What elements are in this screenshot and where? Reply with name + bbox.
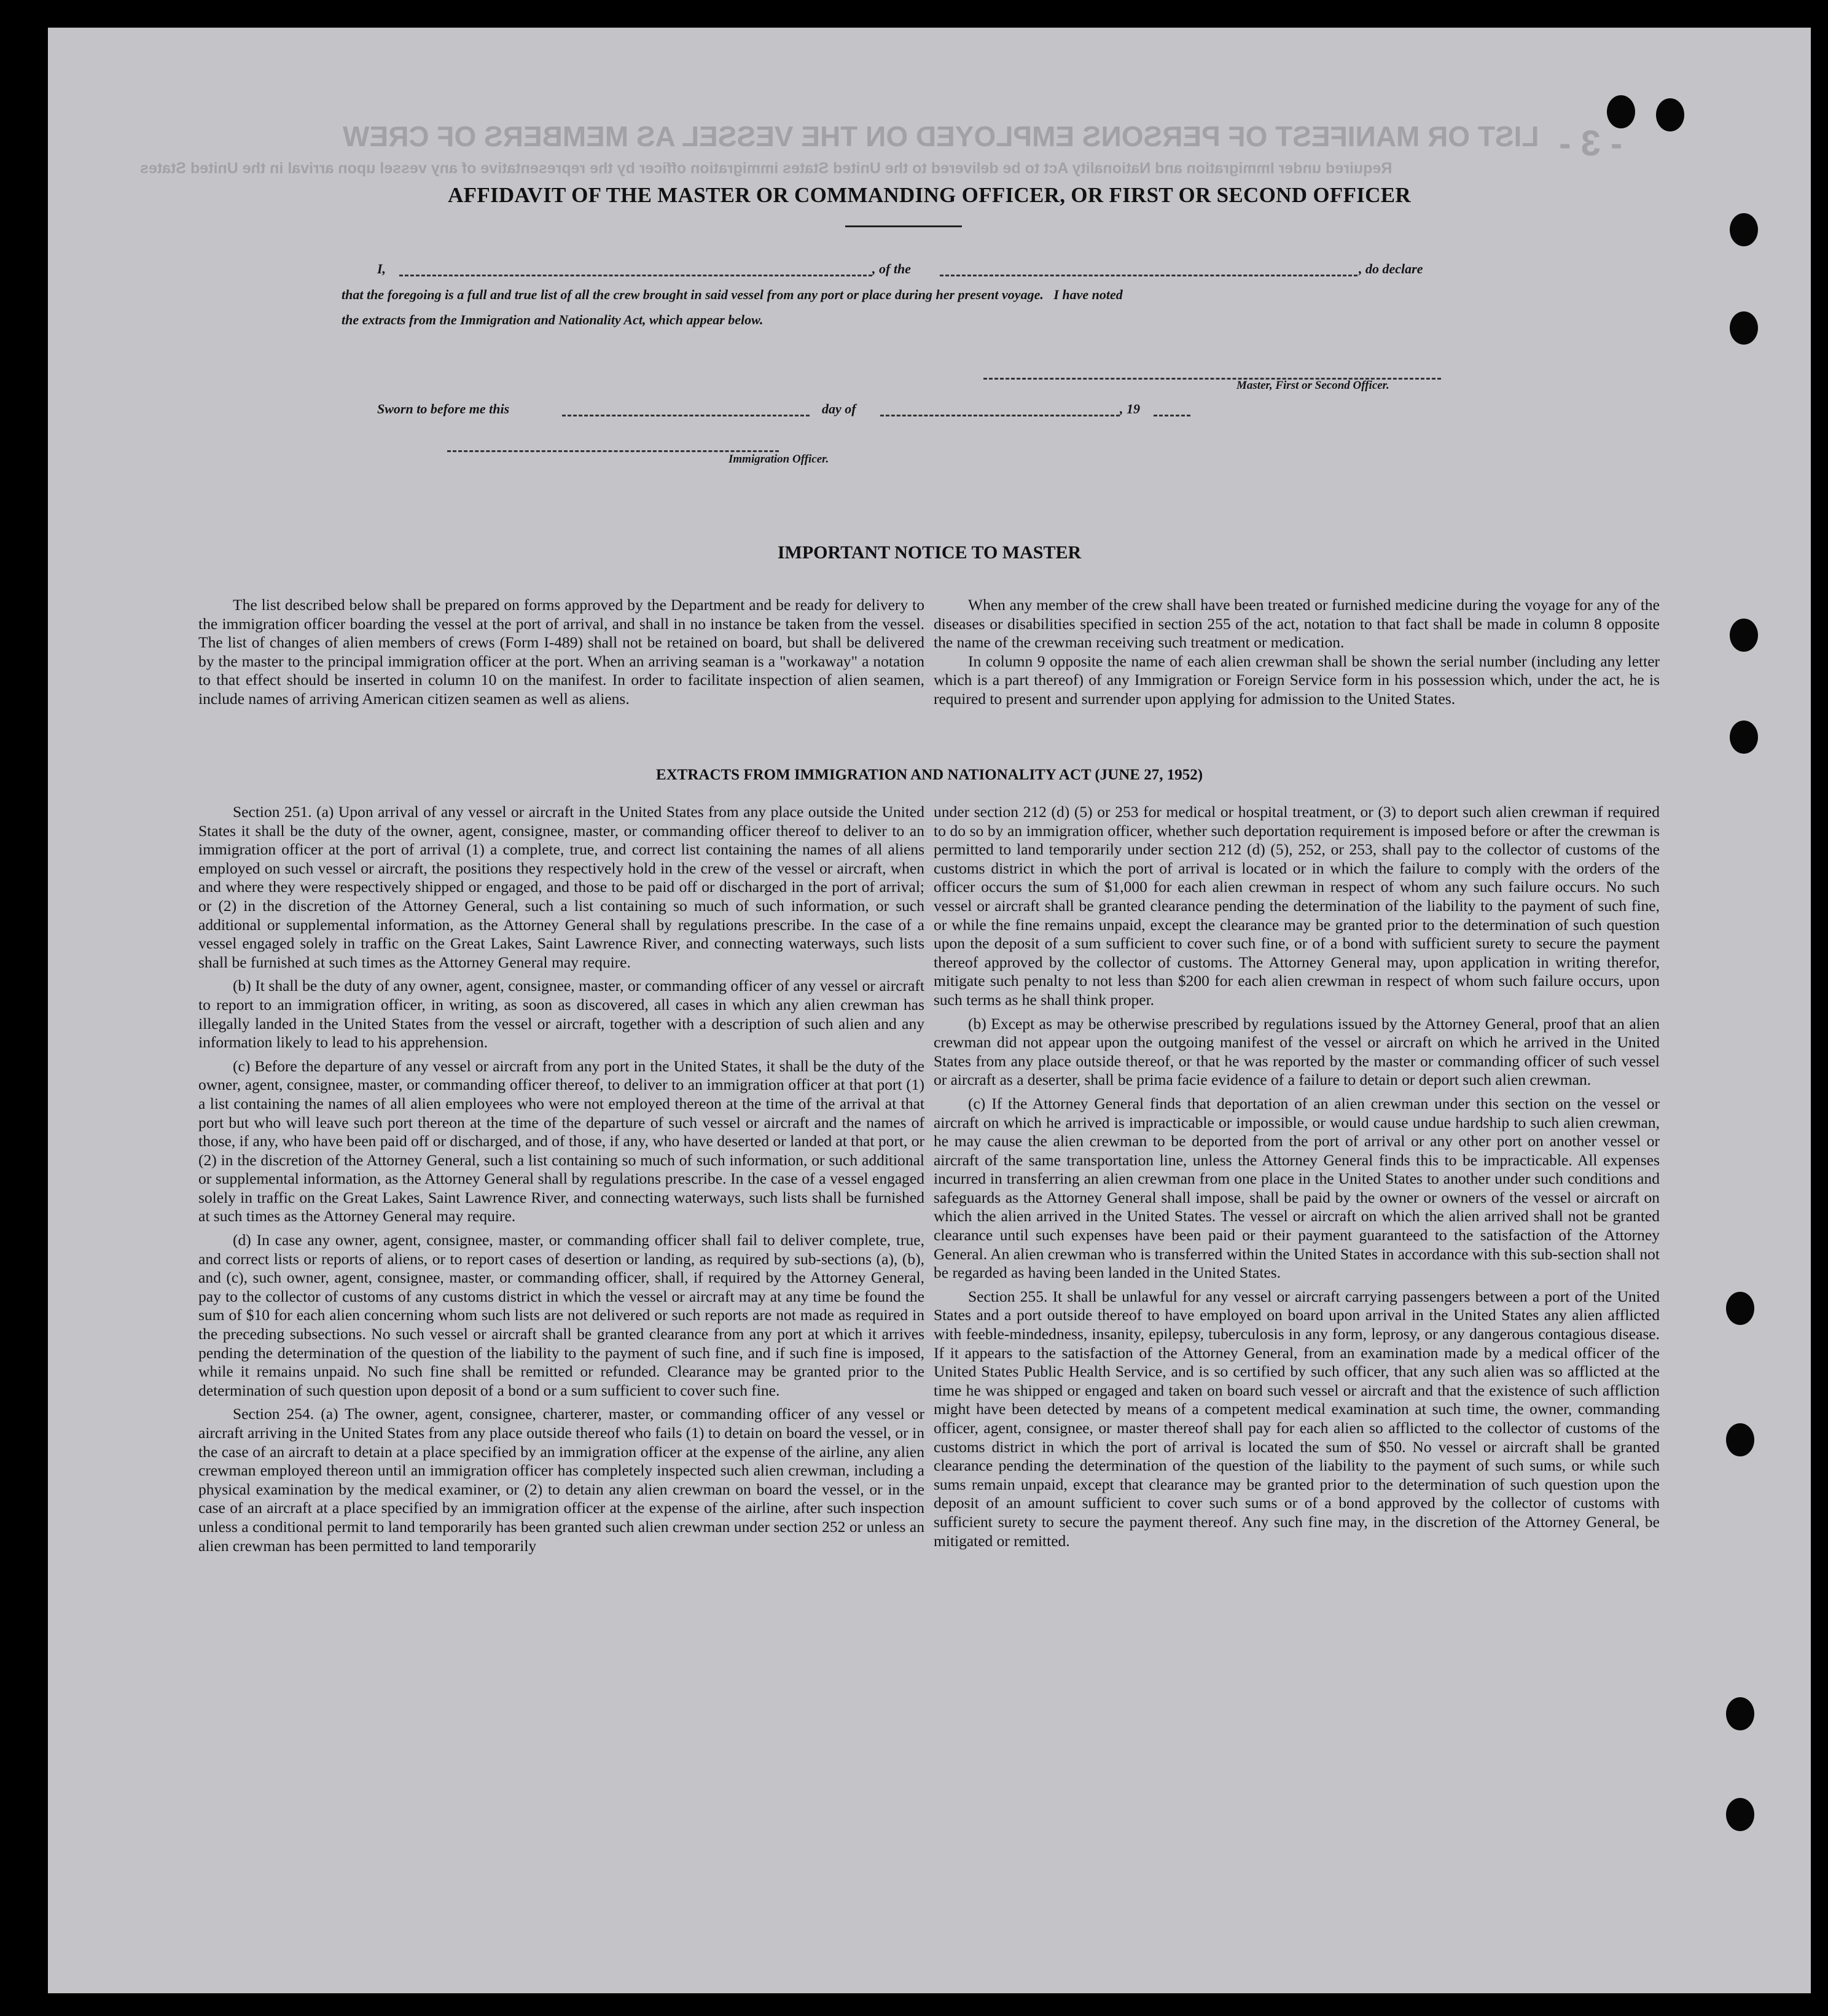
notice-paragraph: The list described below shall be prepared on forms approved by the Department and be ready for delivery to the immigration officer boarding the vessel at the port of arrival, and shall in no instance be taken from the vessel. The list of changes of alien members of crews (Form I-489) shall not be retained on board, but shall be delivered by the master to the principal immigration officer at the port. When an arriving seaman is a "workaway" a notation to that effect should be inserted in column 10 on the manifest. In order to facilitate inspection of alien seamen, include names of arriving American citizen seamen as well as aliens. [198, 596, 924, 708]
act-section-paragraph: (c) Before the departure of any vessel or aircraft from any port in the United States, it shall be the duty of the owner, agent, consignee, master, or commanding officer thereof, to deliver to an immigration officer at that port (1) a list containing the names of all alien employees who were not employed thereon at the time of the arrival at that port but who will leave such port thereon at the time of the departure of such vessel or aircraft and the names of those, if any, who have been paid off or discharged, and of those, if any, who have deserted or landed at that port, or (2) in the discretion of the Attorney General, such a list containing so much of such information, or such additional or supplemental information, as the Attorney General shall by regulations prescribe. In the case of a vessel engaged solely in traffic on the Great Lakes, Saint Lawrence River, and connecting waterways, such lists shall be furnished at such times as the Attorney General may require. [198, 1057, 924, 1225]
punch-hole [1726, 1292, 1754, 1325]
title-rule [845, 225, 962, 227]
notice-title: IMPORTANT NOTICE TO MASTER [777, 542, 1082, 563]
punch-hole [1730, 619, 1758, 652]
punch-hole [1730, 213, 1758, 246]
act-section-paragraph: Section 251. (a) Upon arrival of any vessel or aircraft in the United States from any place outside the United States it shall be the duty of the owner, agent, consignee, master, or commanding officer thereof to deliver to an immigration officer at the port of arrival (1) a complete, true, and correct list containing the names of all aliens employed on such vessel or aircraft, the positions they respectively hold in the crew of the vessel or aircraft, when and where they were respectively shipped or engaged, and those to be paid off or discharged in the port of arrival; or (2) in the discretion of the Attorney General, such a list containing so much of such information, or such additional or supplemental information, as the Attorney General shall by regulations prescribe. In the case of a vessel engaged solely in traffic on the Great Lakes, Saint Lawrence River, and connecting waterways, such lists shall be furnished at such times as the Attorney General may require. [198, 803, 924, 971]
sworn-month-line[interactable] [880, 415, 1120, 416]
bleed-through-header: LIST OR MANIFEST OF PERSONS EMPLOYED ON THE VESSEL AS MEMBERS OF CREW [343, 120, 1539, 152]
affidavit-title: AFFIDAVIT OF THE MASTER OR COMMANDING OFFICER, OR FIRST OR SECOND OFFICER [448, 183, 1411, 207]
extracts-title: EXTRACTS FROM IMMIGRATION AND NATIONALITY ACT (JUNE 27, 1952) [655, 767, 1203, 783]
vessel-label: , of the [872, 261, 911, 276]
declaration-line-3: the extracts from the Immigration and Nationality Act, which appear below. [342, 312, 764, 327]
day-of-label: day of [822, 401, 856, 416]
act-section-paragraph: (c) If the Attorney General finds that deportation of an alien crewman under this section on the vessel or aircraft on which he arrived is impracticable or impossible, or would cause undue hardship to such alien crewman, he may cause the alien crewman to be deported from the port of arrival or any other port on another vessel or aircraft of the same transportation line, unless the Attorney General finds this to be impracticable. All expenses incurred in transferring an alien crewman from one place in the United States to another under such conditions and safeguards as the Attorney General shall impose, shall be paid by the owner or owners of the vessel or aircraft on which the alien arrived in the United States. The vessel or aircraft on which the alien arrived shall not be granted clearance until such expenses have been paid or their payment guaranteed to the satisfaction of the Attorney General. An alien crewman who is transferred within the United States in accordance with this sub-section shall not be regarded as having been landed in the United States. [934, 1094, 1660, 1282]
year-label: , 19 [1120, 401, 1140, 416]
extracts-left-column [198, 803, 924, 1560]
act-section-paragraph: (d) In case any owner, agent, consignee, master, or commanding officer shall fail to deliver complete, true, and correct lists or reports of aliens, or to report cases of desertion or landing, as required by sub-sections (a), (b), and (c), such owner, agent, consignee, master, or commanding officer, shall, if required by the Attorney General, pay to the collector of customs of any customs district in which the vessel or aircraft may at any time be found the sum of $10 for each alien concerning whom such lists are not delivered or such reports are not made as required in the preceding subsections. No such vessel or aircraft shall be granted clearance from any port at which it arrives pending the determination of the question of the liability to the payment of such fine, and if such fine is imposed, while it remains unpaid. No such fine shall be remitted or refunded. Clearance may be granted prior to the determination of such question upon deposit of a bond or a sum sufficient to cover such fine. [198, 1231, 924, 1399]
act-section-paragraph: under section 212 (d) (5) or 253 for medical or hospital treatment, or (3) to deport such alien crewman if required to do so by an immigration officer, whether such deportation requirement is imposed before or after the crewman is permitted to land temporarily under section 212 (d) (5), 252, or 253, shall pay to the collector of customs of the customs district in which the port of arrival is located or in which the failure to comply with the orders of the officer occurs the sum of $1,000 for each alien crewman in respect of whom any such failure occurs. No such vessel or aircraft shall be granted clearance pending the determination of the liability to the payment of such fine, or while the fine remains unpaid, except the clearance may be granted prior to the determination of such question upon the deposit of a sum sufficient to cover such fine, or of a bond with sufficient surety to secure the payment thereof approved by the collector of customs. The Attorney General may, upon application in writing therefor, mitigate such penalty to not less than $200 for each alien crewman in respect of whom such failure occurs, upon such terms as he shall think proper. [934, 803, 1660, 1009]
master-signature-caption: Master, First or Second Officer. [1236, 379, 1389, 392]
punch-hole [1730, 311, 1758, 345]
notice-left-column [198, 596, 924, 709]
notice-right-column [934, 596, 1660, 709]
bleed-through-page-number: - 3 - [1559, 123, 1623, 163]
punch-hole [1730, 721, 1758, 754]
immigration-officer-caption: Immigration Officer. [728, 453, 829, 466]
act-section-paragraph: (b) It shall be the duty of any owner, agent, consignee, master, or commanding officer of any vessel or aircraft to report to an immigration officer, in writing, as soon as discovered, all cases in which any alien crewman has illegally landed in the United States from the vessel or aircraft, together with a description of such alien and any information likely to lead to his apprehension. [198, 977, 924, 1052]
vessel-name-line[interactable] [940, 275, 1357, 276]
extracts-right-column [934, 803, 1660, 1555]
act-section-paragraph: Section 254. (a) The owner, agent, consignee, charterer, master, or commanding officer of any vessel or aircraft arriving in the United States from any place outside thereof who fails (1) to detain on board the vessel, or in the case of an aircraft to detain at a place specified by an immigration officer at the expense of the airline, any alien crewman employed thereon until an immigration officer has completely inspected such alien crewman, including a physical examination by the medical examiner, or (2) to detain any alien crewman on board the vessel, or in the case of an aircraft at a place specified by an immigration officer at the expense of the airline, after such inspection unless a conditional permit to land temporarily has been granted such alien crewman under section 252 or unless an alien crewman has been permitted to land temporarily [198, 1405, 924, 1555]
immigration-officer-signature-line[interactable] [447, 450, 779, 452]
sworn-day-line[interactable] [562, 415, 810, 416]
punch-hole [1726, 1423, 1754, 1456]
act-section-paragraph: Section 255. It shall be unlawful for any vessel or aircraft carrying passengers between a port of the United States and a port outside thereof to have employed on board upon arrival in the United States any alien afflicted with feeble-mindedness, insanity, epilepsy, tuberculosis in any form, leprosy, or any dangerous contagious disease. If it appears to the satisfaction of the Attorney General, from an examination made by a medical officer of the United States Public Health Service, and is so certified by such officer, that any such alien was so afflicted at the time he was shipped or engaged and taken on board such vessel or aircraft and that the existence of such affliction might have been detected by means of a competent medical examination at such time, the owner, commanding officer, agent, consignee, or master thereof shall pay for each alien so afflicted to the collector of customs of the customs district in which the port of arrival is located the sum of $50. No vessel or aircraft shall be granted clearance pending the determination of the question of the liability to the payment of such sums, or while such sums remain unpaid, except that clearance may be granted prior to the determination of such question upon the deposit of an amount sufficient to cover such sums or of a bond approved by the collector of customs with sufficient surety to secure the payment thereof. Any such fine may, in the discretion of the Attorney General, be mitigated or remitted. [934, 1287, 1660, 1550]
declaration-line-2: that the foregoing is a full and true list of all the crew brought in said vessel from any port or place during her present voyage. I have noted [342, 287, 1123, 302]
document-page [48, 28, 1811, 1993]
notice-paragraph: In column 9 opposite the name of each alien crewman shall be shown the serial number (including any letter which is a part thereof) of any Immigration or Foreign Service form in his possession which, under the act, he is required to present and surrender upon applying for admission to the United States. [934, 652, 1660, 708]
declarant-label: I, [377, 261, 386, 276]
punch-hole [1726, 1697, 1754, 1730]
sworn-label: Sworn to before me this [377, 401, 510, 416]
punch-hole [1726, 1798, 1754, 1831]
notice-paragraph: When any member of the crew shall have been treated or furnished medicine during the voyage for any of the diseases or disabilities specified in section 255 of the act, notation to that fact shall be made in column 8 opposite the name of the crewman receiving such treatment or medication. [934, 596, 1660, 652]
act-section-paragraph: (b) Except as may be otherwise prescribed by regulations issued by the Attorney General, proof that an alien crewman did not appear upon the outgoing manifest of the vessel or aircraft on which he arrived in the United States from any place outside thereof, or that he was reported by the master or commanding officer of such vessel or aircraft as a deserter, shall be prima facie evidence of a failure to detain or deport such alien crewman. [934, 1014, 1660, 1089]
declarant-name-line[interactable] [399, 275, 872, 276]
bleed-through-subheader: Required under Immigration and Nationality Act to be delivered to the United States immigration officer by the representative of any vessel upon arrival in the United States [140, 160, 1392, 177]
sworn-year-line[interactable] [1154, 415, 1190, 416]
declare-label: , do declare [1359, 261, 1423, 276]
punch-hole [1656, 98, 1684, 131]
